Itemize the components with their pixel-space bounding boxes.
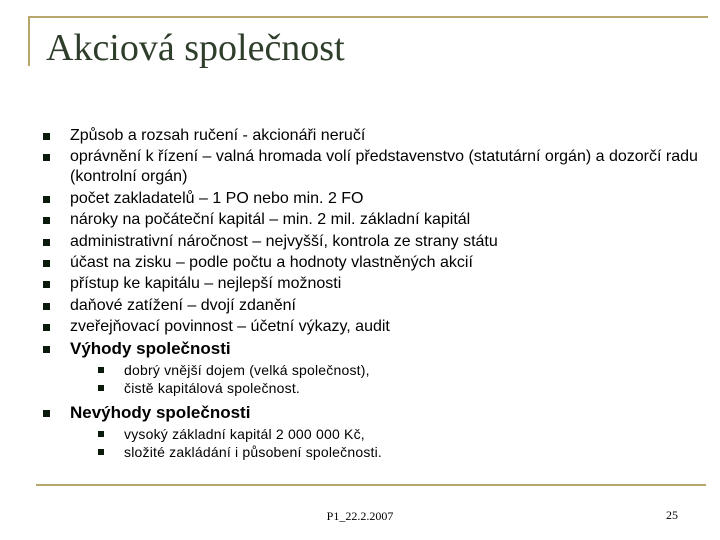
list-item xyxy=(40,126,700,146)
sub-list-item xyxy=(40,443,700,461)
sub-list-item-text: dobrý vnější dojem (velká společnost), xyxy=(124,361,370,378)
list-item xyxy=(40,253,700,273)
square-bullet-icon xyxy=(43,217,50,224)
list-item-text: daňové zatížení – dvojí zdanění xyxy=(70,296,296,314)
square-bullet-icon xyxy=(43,260,50,267)
square-bullet-icon xyxy=(43,239,50,246)
square-bullet-icon xyxy=(43,196,50,203)
square-bullet-icon xyxy=(43,303,50,310)
list-item-text: přístup ke kapitálu – nejlepší možnosti xyxy=(70,275,342,293)
disadvantages-list xyxy=(40,425,700,461)
advantages-list xyxy=(40,361,700,397)
sub-list-item xyxy=(40,425,700,443)
list-item-text: Způsob a rozsah ručení - akcionáři neručí xyxy=(70,127,366,144)
list-item-text: administrativní náročnost – nejvyšší, kontrola ze strany státu xyxy=(70,232,498,250)
disadvantages-heading xyxy=(40,403,700,424)
square-bullet-icon xyxy=(43,324,50,331)
list-item xyxy=(40,189,700,209)
page-number: 25 xyxy=(666,508,678,522)
list-item xyxy=(40,147,700,187)
square-bullet-icon xyxy=(98,449,104,455)
title-horizontal-rule xyxy=(28,16,708,18)
title-vertical-rule xyxy=(28,16,30,66)
slide-title: Akciová společnost xyxy=(46,27,345,69)
list-item-text: zveřejňovací povinnost – účetní výkazy, audit xyxy=(70,318,390,336)
list-item-text: oprávnění k řízení – valná hromada volí představenstvo (statutární orgán) a dozorčí radu (kontrolní orgán) xyxy=(70,148,698,186)
square-bullet-icon xyxy=(43,154,50,161)
advantages-heading xyxy=(40,339,700,360)
list-item xyxy=(40,274,700,294)
list-item-text: účast na zisku – podle počtu a hodnoty vlastněných akcií xyxy=(70,253,473,271)
disadvantages-heading-text: Nevýhody společnosti xyxy=(70,402,251,422)
footer-rule xyxy=(36,484,706,486)
square-bullet-icon xyxy=(43,346,50,353)
bullet-list xyxy=(40,126,700,467)
list-item-text: nároky na počáteční kapitál – min. 2 mil. základní kapitál xyxy=(70,211,471,229)
sub-list-item-text: čistě kapitálová společnost. xyxy=(124,379,301,396)
sub-list-item xyxy=(40,361,700,379)
square-bullet-icon xyxy=(98,385,104,391)
list-item xyxy=(40,317,700,337)
sub-list-item-text: vysoký základní kapitál 2 000 000 Kč, xyxy=(124,426,365,443)
list-item-text: počet zakladatelů – 1 PO nebo min. 2 FO xyxy=(70,189,364,207)
sub-list-item xyxy=(40,379,700,397)
footer-label: P1_22.2.2007 xyxy=(326,509,394,523)
list-item xyxy=(40,232,700,252)
square-bullet-icon xyxy=(43,281,50,288)
square-bullet-icon xyxy=(98,431,104,437)
sub-list-item-text: složité zakládání i působení společnosti. xyxy=(124,444,383,461)
square-bullet-icon xyxy=(43,133,50,140)
square-bullet-icon xyxy=(43,410,50,417)
list-item xyxy=(40,296,700,316)
list-item xyxy=(40,210,700,230)
square-bullet-icon xyxy=(98,367,104,373)
advantages-heading-text: Výhody společnosti xyxy=(70,338,231,358)
